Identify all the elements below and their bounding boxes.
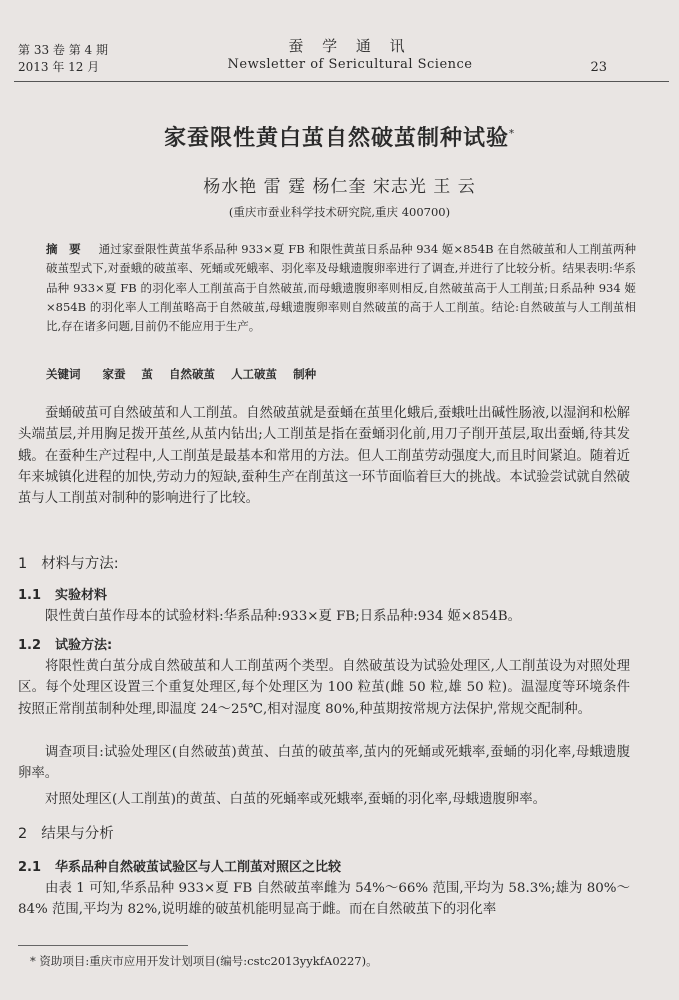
title-footnote-mark: *: [509, 128, 515, 140]
footnote-divider: [18, 945, 188, 946]
abstract-label: 摘 要: [46, 242, 81, 256]
keywords-label: 关键词: [46, 367, 81, 381]
journal-title-cn: 蚕 学 通 讯: [288, 37, 412, 55]
header-issue-info: [18, 42, 108, 76]
article-affiliation: (重庆市蚕业科学技术研究院,重庆 400700): [228, 205, 451, 219]
section-title: 结果与分析: [41, 826, 114, 842]
subsection-title: 华系品种自然破茧试验区与人工削茧对照区之比较: [55, 860, 342, 875]
subsection-number: 2.1: [18, 860, 42, 875]
article-title: [0, 121, 679, 152]
method-paragraph-2: 调查项目:试验处理区(自然破茧)黄茧、白茧的破茧率,茧内的死蛹或死蛾率,蚕蛹的羽化率,母蛾遗腹卵率。: [18, 745, 630, 782]
method-paragraph-1: 将限性黄白茧分成自然破茧和人工削茧两个类型。自然破茧设为试验处理区,人工削茧设为对照处理区。每个处理区设置三个重复处理区,每个处理区为 100 粒茧(雌 50 粒,雄 50 粒)。温湿度等环境条件按照正常削茧制种处理,即温度 24～25℃,相对湿度 80%,种茧期按常规方法保护,常规交配制种。: [18, 659, 630, 717]
keyword: 自然破茧: [169, 367, 216, 381]
keyword: 茧: [141, 367, 154, 381]
materials-paragraph: 限性黄白茧作母本的试验材料:华系品种:933×夏 FB;日系品种:934 姬×854B。: [45, 609, 522, 624]
article-authors: 杨水艳 雷 霆 杨仁奎 宋志光 王 云: [203, 177, 476, 197]
subsection-1-1-heading: [18, 584, 107, 603]
results-paragraph: 由表 1 可知,华系品种 933×夏 FB 自然破茧率雌为 54%～66% 范围,平均为 58.3%;雄为 80%～84% 范围,平均为 82%,说明雄的破茧机能明显高于雌。而在自然破茧下的羽化率: [18, 881, 630, 918]
header-journal-name: [150, 36, 550, 74]
subsection-number: 1.2: [18, 638, 42, 653]
header-volume: 第 33 卷 第 4 期: [18, 43, 108, 57]
intro-paragraph: 蚕蛹破茧可自然破茧和人工削茧。自然破茧就是蚕蛹在茧里化蛾后,蚕蛾吐出碱性肠液,以湿润和松解头端茧层,并用胸足拨开茧丝,从茧内钻出;人工削茧是指在蚕蛹羽化前,用刀子削开茧层,取出蚕蛹,待其发蛾。在蚕种生产过程中,人工削茧是最基本和常用的方法。但人工削茧劳动强度大,而且时间紧迫。随着近年来城镇化进程的加快,劳动力的短缺,蚕种生产在削茧这一环节面临着巨大的挑战。本试验尝试就自然破茧与人工削茧对制种的影响进行了比较。: [18, 406, 630, 507]
keyword: 制种: [293, 367, 317, 381]
abstract-text: 通过家蚕限性黄茧华系品种 933×夏 FB 和限性黄茧日系品种 934 姬×854B 在自然破茧和人工削茧两种破茧型式下,对蚕蛾的破茧率、死蛹或死蛾率、羽化率及母蛾遗腹卵率进行了调查,并进行了比较分析。结果表明:华系品种 933×夏 FB 的羽化率人工削茧高于自然破茧,而母蛾遗腹卵率则相反,自然破茧高于人工削茧;日系品种 934 姬×854B 的羽化率人工削茧略高于自然破茧,母蛾遗腹卵率则自然破茧的高于人工削茧。结论:自然破茧与人工削茧相比,存在诸多问题,目前仍不能应用于生产。: [46, 242, 637, 334]
section-2-heading: [18, 822, 114, 843]
article-title-text: 家蚕限性黄白茧自然破茧制种试验: [163, 125, 509, 151]
abstract: [46, 240, 636, 336]
keywords: [46, 366, 636, 382]
journal-title-en: Newsletter of Sericultural Science: [227, 57, 473, 72]
footnote: * 资助项目:重庆市应用开发计划项目(编号:cstc2013yykfA0227)。: [30, 954, 378, 968]
subsection-title: 试验方法:: [55, 638, 113, 653]
subsection-number: 1.1: [18, 588, 42, 603]
keyword: 人工破茧: [231, 367, 278, 381]
section-number: 1: [18, 556, 28, 572]
section-1-heading: [18, 552, 119, 573]
subsection-1-2-heading: [18, 634, 112, 653]
header-date: 2013 年 12 月: [18, 60, 100, 74]
section-title: 材料与方法:: [41, 556, 119, 572]
header-divider: [14, 81, 669, 82]
method-paragraph-3: 对照处理区(人工削茧)的黄茧、白茧的死蛹率或死蛾率,蚕蛹的羽化率,母蛾遗腹卵率。: [45, 792, 547, 807]
section-number: 2: [18, 826, 28, 842]
subsection-2-1-heading: [18, 856, 341, 875]
subsection-title: 实验材料: [55, 588, 108, 603]
keyword: 家蚕: [102, 367, 126, 381]
page-number: 23: [590, 60, 607, 75]
